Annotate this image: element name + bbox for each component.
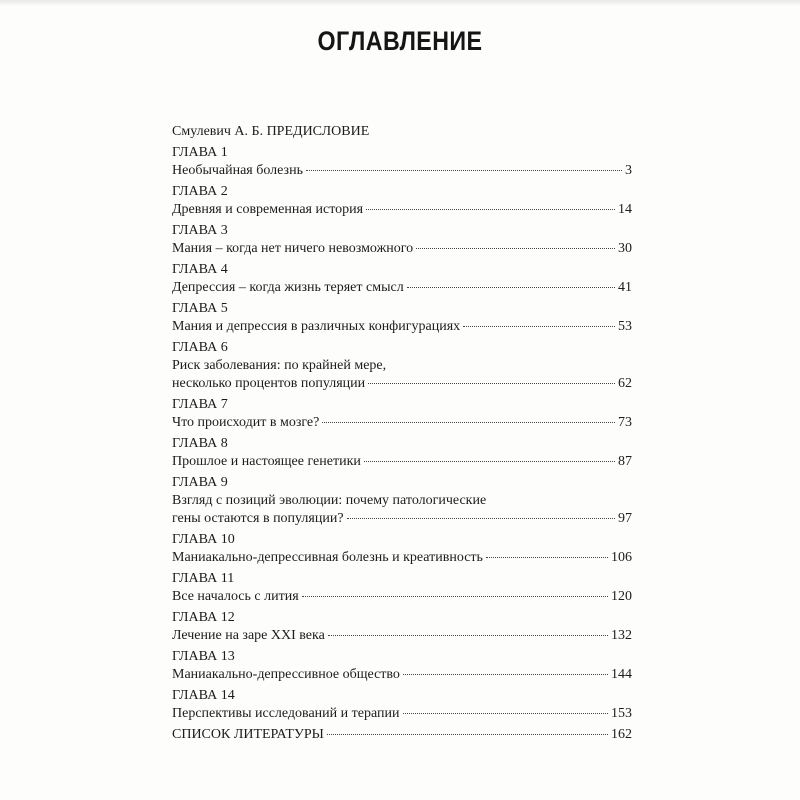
chapter-label: ГЛАВА 8: [172, 436, 228, 451]
page-number: 53: [618, 319, 632, 334]
chapter-entry: [172, 144, 632, 180]
page-number: 132: [611, 628, 632, 643]
page-number: 41: [618, 280, 632, 295]
preface-entry: Смулевич А. Б. ПРЕДИСЛОВИЕ: [172, 124, 370, 139]
dot-leader: [403, 713, 609, 714]
table-of-contents: [172, 123, 632, 744]
chapter-title: гены остаются в популяции?: [172, 511, 344, 526]
page-number: 30: [618, 241, 632, 256]
chapter-label: ГЛАВА 1: [172, 145, 228, 160]
chapter-title: Мания и депрессия в различных конфигурациях: [172, 319, 461, 334]
dot-leader: [403, 674, 608, 675]
page-number: 106: [611, 550, 632, 565]
bibliography-title: СПИСОК ЛИТЕРАТУРЫ: [172, 727, 324, 742]
chapter-title-row: [172, 162, 632, 180]
dot-leader: [306, 170, 622, 171]
chapter-title-row: [172, 666, 632, 684]
chapter-entry: [172, 648, 632, 684]
page-number: 144: [611, 667, 632, 682]
chapter-title-row: [172, 705, 632, 723]
dot-leader: [347, 518, 615, 519]
bibliography-entry: [172, 726, 632, 744]
chapter-entry: [172, 474, 632, 528]
chapter-label: ГЛАВА 7: [172, 397, 228, 412]
chapter-title-row: [172, 549, 632, 567]
chapter-label: ГЛАВА 10: [172, 532, 235, 547]
chapter-title-row: [172, 375, 632, 393]
chapter-entry: [172, 687, 632, 723]
page-number: 87: [618, 454, 632, 469]
chapter-label: ГЛАВА 3: [172, 223, 228, 238]
chapter-label: ГЛАВА 13: [172, 649, 235, 664]
chapter-title: Маниакально-депрессивное общество: [172, 667, 400, 682]
chapter-title-row: [172, 279, 632, 297]
chapter-title-row: [172, 318, 632, 336]
dot-leader: [322, 422, 615, 423]
page-number: 153: [611, 706, 632, 721]
chapter-title-line: Риск заболевания: по крайней мере,: [172, 358, 387, 373]
chapter-title-line: Взгляд с позиций эволюции: почему патологические: [172, 493, 487, 508]
chapter-entry: [172, 531, 632, 567]
page-number: 62: [618, 376, 632, 391]
chapter-label: ГЛАВА 9: [172, 475, 228, 490]
chapter-entry: [172, 261, 632, 297]
chapter-entry: [172, 339, 632, 393]
chapter-entry: [172, 435, 632, 471]
chapter-title-row: [172, 627, 632, 645]
chapter-title: несколько процентов популяции: [172, 376, 366, 391]
bibliography-page-number: 162: [611, 727, 632, 742]
chapter-entry: [172, 222, 632, 258]
chapter-label: ГЛАВА 12: [172, 610, 235, 625]
chapter-title-row: [172, 453, 632, 471]
page-number: 120: [611, 589, 632, 604]
chapter-title-row: [172, 414, 632, 432]
page-title: ОГЛАВЛЕНИЕ: [317, 26, 483, 56]
chapter-entry: [172, 300, 632, 336]
chapter-title-row: [172, 201, 632, 219]
page-edge: [0, 0, 800, 6]
chapter-list: [172, 144, 632, 723]
chapter-label: ГЛАВА 11: [172, 571, 235, 586]
chapter-label: ГЛАВА 6: [172, 340, 228, 355]
chapter-label: ГЛАВА 14: [172, 688, 235, 703]
chapter-entry: [172, 609, 632, 645]
dot-leader: [368, 383, 615, 384]
dot-leader: [366, 209, 615, 210]
dot-leader: [302, 596, 608, 597]
chapter-title-row: [172, 240, 632, 258]
chapter-entry: [172, 570, 632, 606]
dot-leader: [486, 557, 608, 558]
page-number: 73: [618, 415, 632, 430]
chapter-title: Древняя и современная история: [172, 202, 364, 217]
dot-leader: [463, 326, 615, 327]
page-number: 97: [618, 511, 632, 526]
chapter-label: ГЛАВА 2: [172, 184, 228, 199]
chapter-title: Лечение на заре XXI века: [172, 628, 325, 643]
chapter-title: Необычайная болезнь: [172, 163, 303, 178]
page-number: 3: [625, 163, 632, 178]
chapter-title-row: [172, 588, 632, 606]
chapter-label: ГЛАВА 4: [172, 262, 228, 277]
chapter-title: Мания – когда нет ничего невозможного: [172, 241, 414, 256]
chapter-entry: [172, 396, 632, 432]
chapter-entry: [172, 183, 632, 219]
chapter-title: Что происходит в мозге?: [172, 415, 320, 430]
chapter-title: Маниакально-депрессивная болезнь и креативность: [172, 550, 483, 565]
dot-leader: [416, 248, 615, 249]
dot-leader: [407, 287, 615, 288]
page-number: 14: [618, 202, 632, 217]
chapter-title-row: [172, 510, 632, 528]
chapter-title: Перспективы исследований и терапии: [172, 706, 400, 721]
chapter-title: Прошлое и настоящее генетики: [172, 454, 361, 469]
chapter-title: Депрессия – когда жизнь теряет смысл: [172, 280, 404, 295]
dot-leader: [364, 461, 615, 462]
dot-leader: [328, 635, 608, 636]
dot-leader: [327, 734, 608, 735]
chapter-title: Все началось с лития: [172, 589, 299, 604]
chapter-label: ГЛАВА 5: [172, 301, 228, 316]
